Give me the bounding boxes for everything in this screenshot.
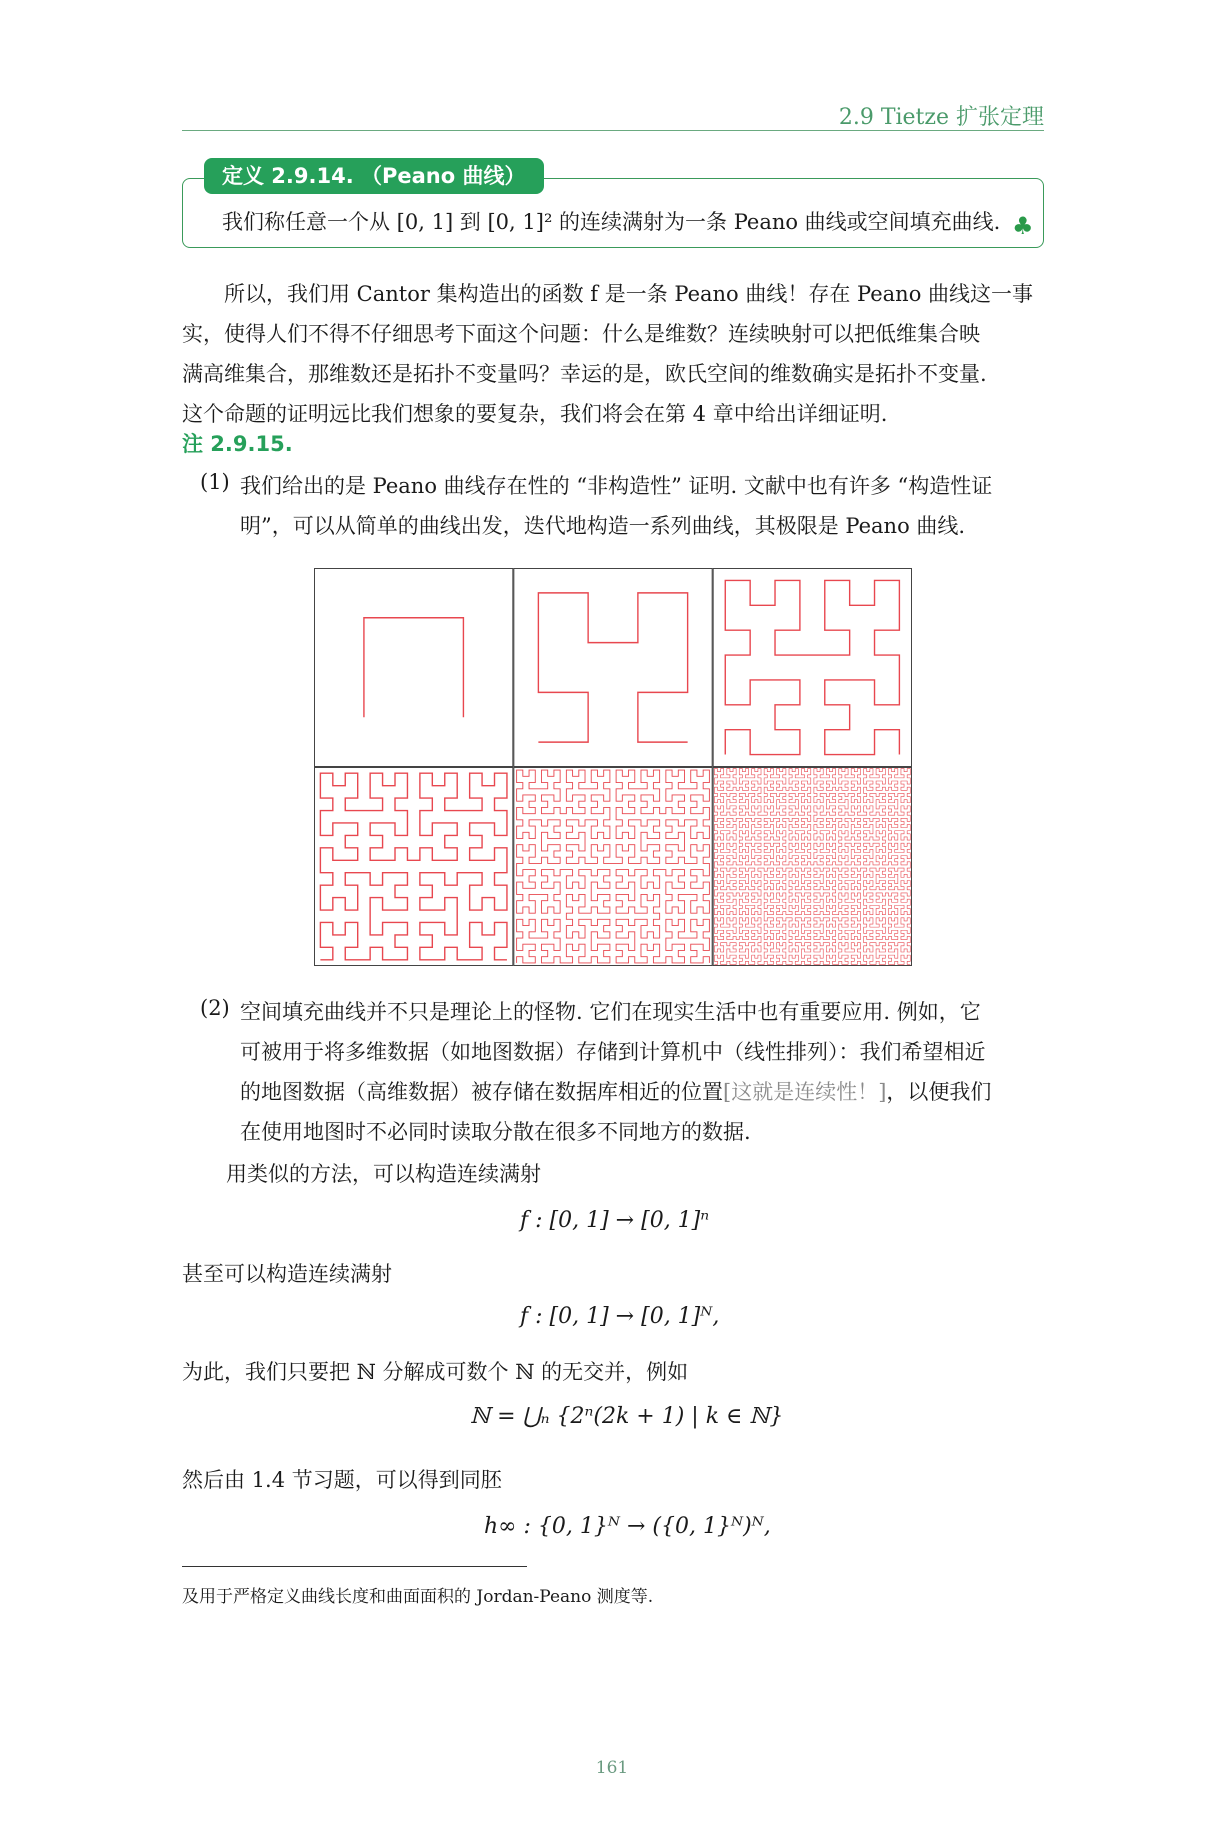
equation-2: f : [0, 1] → [0, 1]ᴺ, [520, 1304, 720, 1329]
header-rule [182, 130, 1044, 131]
item-2-line-3-a: 的地图数据（高维数据）被存储在数据库相近的位置 [240, 1080, 723, 1104]
intro-line-4: 这个命题的证明远比我们想象的要复杂，我们将会在第 4 章中给出详细证明. [182, 402, 888, 426]
item-1-line-2: 明”，可以从简单的曲线出发，迭代地构造一系列曲线，其极限是 Peano 曲线. [240, 514, 966, 538]
intro-line-3: 满高维集合，那维数还是拓扑不变量吗？幸运的是，欧氏空间的维数确实是拓扑不变量. [182, 362, 987, 386]
intro-line-2: 实，使得人们不得不仔细思考下面这个问题：什么是维数？连续映射可以把低维集合映 [182, 322, 980, 346]
panel-frame-4 [315, 768, 513, 966]
item-2-line-4: 在使用地图时不必同时读取分散在很多不同地方的数据. [240, 1120, 751, 1144]
page-number: 161 [595, 1758, 629, 1778]
panel-frame-1 [315, 569, 513, 767]
item-2-number: (2) [200, 996, 230, 1020]
item-2-line-3 [240, 1076, 991, 1106]
club-icon: ♣ [1012, 212, 1034, 240]
item-2-line-3-c: ，以便我们 [886, 1080, 992, 1104]
continuation-line-1: 用类似的方法，可以构造连续满射 [226, 1162, 541, 1186]
panel-frame-2 [514, 569, 712, 767]
running-header: 2.9 Tietze 扩张定理 [838, 105, 1044, 130]
definition-text: 我们称任意一个从 [0, 1] 到 [0, 1]² 的连续满射为一条 Peano 曲线或空间填充曲线. [222, 210, 1001, 234]
space-filling-curve-order-5 [517, 770, 710, 963]
definition-label: 定义 2.9.14. （Peano 曲线） [204, 158, 544, 194]
panel-frame-3 [713, 569, 911, 767]
space-filling-curve-order-2 [538, 593, 687, 742]
equation-1: f : [0, 1] → [0, 1]ⁿ [520, 1208, 710, 1233]
item-1-line-1: 我们给出的是 Peano 曲线存在性的 “非构造性” 证明. 文献中也有许多 “构造性证 [240, 474, 993, 498]
item-2-line-2: 可被用于将多维数据（如地图数据）存储到计算机中（线性排列）：我们希望相近 [240, 1040, 986, 1064]
item-2-line-1: 空间填充曲线并不只是理论上的怪物. 它们在现实生活中也有重要应用. 例如，它 [240, 1000, 981, 1024]
equation-3: ℕ = ⋃ₙ {2ⁿ(2k + 1) | k ∈ ℕ} [470, 1404, 784, 1429]
footnote: 及用于严格定义曲线长度和曲面面积的 Jordan-Peano 测度等. [182, 1587, 654, 1607]
space-filling-curve-order-6 [714, 769, 910, 965]
intro-line-1: 所以，我们用 Cantor 集构造出的函数 f 是一条 Peano 曲线！存在 Peano 曲线这一事 [224, 282, 1034, 306]
panel-frame-5 [514, 768, 712, 966]
continuation-line-4: 然后由 1.4 节习题，可以得到同胚 [182, 1468, 502, 1492]
equation-4: h∞ : {0, 1}ᴺ → ({0, 1}ᴺ)ᴺ, [484, 1514, 771, 1539]
space-filling-curve-order-4 [320, 773, 507, 960]
peano-curve-figure [314, 568, 912, 966]
space-filling-curve-order-1 [364, 618, 464, 718]
continuity-remark: [这就是连续性！] [723, 1080, 887, 1104]
footnote-rule [182, 1566, 527, 1567]
panel-frame-6 [713, 768, 911, 966]
continuation-line-3: 为此，我们只要把 ℕ 分解成可数个 ℕ 的无交并，例如 [182, 1360, 689, 1384]
space-filling-curve-order-3 [725, 580, 899, 754]
continuation-line-2: 甚至可以构造连续满射 [182, 1262, 392, 1286]
item-1-number: (1) [200, 470, 230, 494]
note-heading: 注 2.9.15. [182, 432, 293, 456]
